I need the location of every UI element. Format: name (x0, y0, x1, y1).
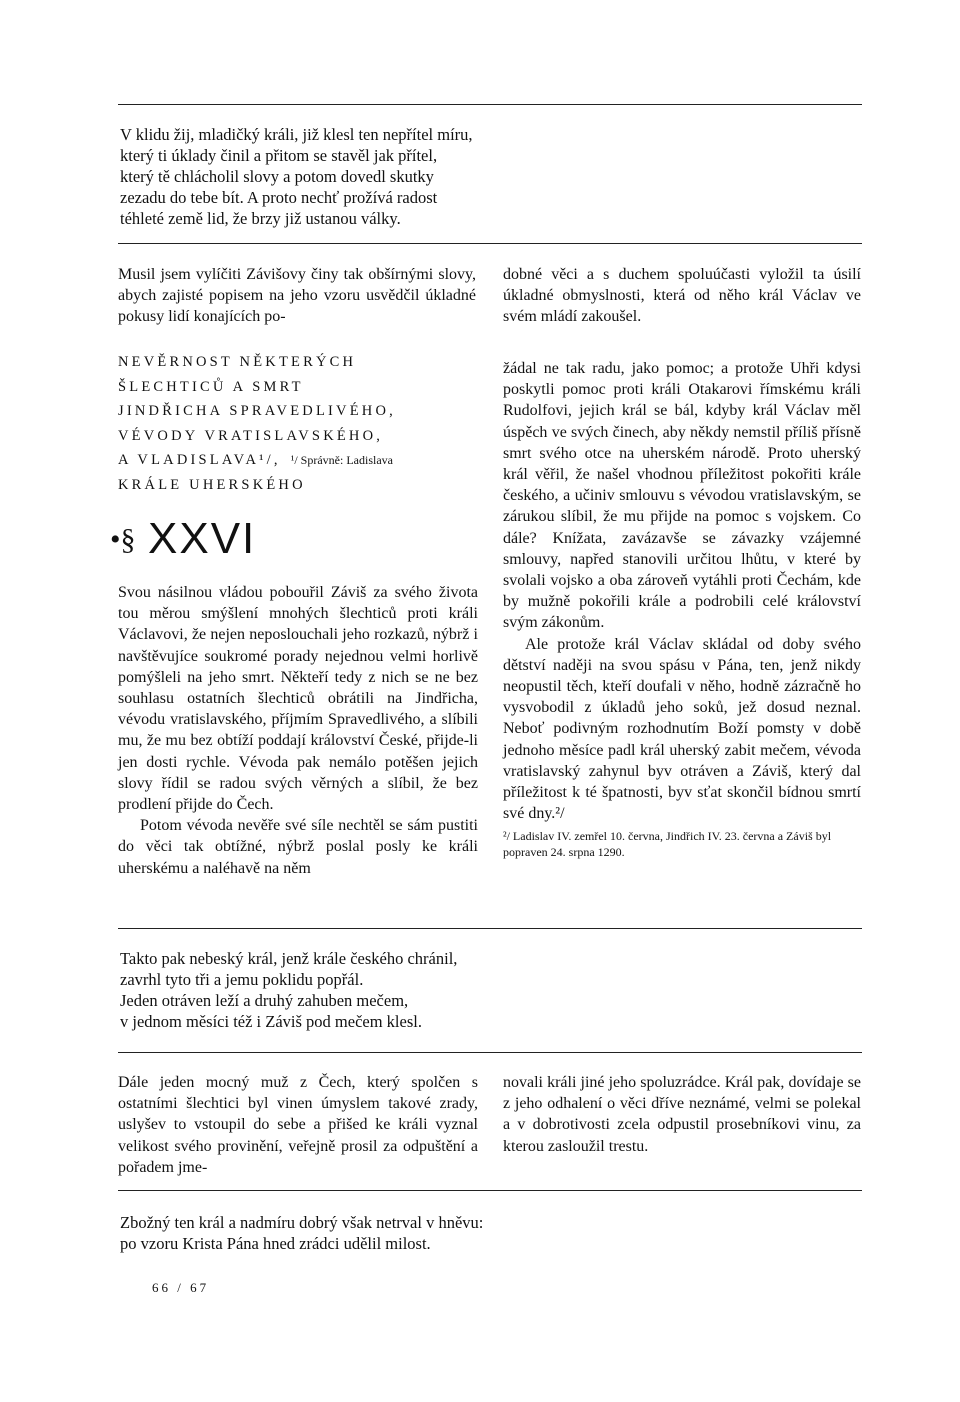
closing-paragraph: Dále jeden mocný muž z Čech, který spolčen s ostatními šlechtici byl vinen úmyslem takové zrady, uslyšev to vstoupil do sebe a přišed ke králi vyznal velikost svého provinění, veřejně prosil za odpuštění a pořadem jme- (118, 1074, 478, 1176)
chapter-number-block (110, 514, 410, 574)
intro-paragraph: Musil jsem vylíčiti Závišovy činy tak obšírnými slovy, abych zajisté popisem na jeho vzoru usvědčil úkladné pokusy lidí konajících po- (118, 266, 476, 326)
heading-line (118, 448, 498, 473)
chapter-heading (118, 350, 498, 498)
intro-right-column (503, 264, 861, 328)
verse-line: který tě chlácholil slovy a potom dovedl skutky (120, 167, 434, 186)
closing-left-column (118, 1072, 478, 1178)
heading-line: KRÁLE UHERSKÉHO (118, 476, 306, 493)
heading-line: NEVĚRNOST NĚKTERÝCH (118, 354, 357, 370)
heading-footnote: ¹/ Správně: Ladislava (290, 453, 393, 468)
verse-line: který ti úklady činil a přitom se stavěl jak přítel, (120, 146, 438, 165)
divider-rule (118, 243, 862, 244)
verse-line: zezadu do tebe bít. A proto nechť prožívá radost (120, 188, 438, 207)
verse-line: v jednom měsíci též i Záviš pod mečem klesl. (120, 1012, 422, 1031)
verse-line: Zbožný ten král a nadmíru dobrý však netrval v hněvu: (120, 1213, 484, 1232)
heading-line: ŠLECHTICŮ A SMRT (118, 378, 304, 395)
divider-rule (118, 1052, 862, 1053)
divider-rule (118, 104, 862, 105)
intro-paragraph: dobné věci a s duchem spoluúčasti vyložil ta úsilí úkladné obmyslnosti, která od něho král Václav ve svém mládí zakoušel. (503, 266, 861, 326)
divider-rule (118, 1190, 862, 1191)
verse-line: po vzoru Krista Pána hned zrádci udělil milost. (120, 1234, 431, 1253)
heading-line: VÉVODY VRATISLAVSKÉHO, (118, 427, 384, 444)
verse-line: téhleté země lid, že brzy již ustanou války. (120, 209, 401, 228)
intro-left-column (118, 264, 476, 328)
body-paragraph: Potom vévoda nevěře své síle nechtěl se sám pustiti do věci tak obtížné, nýbrž poslal posly ke králi uherskému a naléhavě na něm (118, 817, 478, 877)
body-paragraph: Svou násilnou vládou pobouřil Záviš za svého života tou měrou smýšlení mnohých šlechticů proti králi Václavovi, že nejen neposlouchali jeho rozkazů, nýbrž i navštěvujíce soukromé porady nejednou velmi horlivě pomýšleli na jeho smrt. Někteří tedy z nich se ne bez souhlasu ostatních šlechticů obrátili na Jindřicha, vévodu vratislavského, příjmím Spravedlivého, a slíbili mu, že mu bez obtíží poddají království České, přijde-li jen dosti rychle. Vévoda pak nemálo potěšen jejich slovy řídil se radou svých věrných a slíbil, že bez prodlení přijde do Čech. (118, 584, 478, 814)
bottom-verse (120, 1212, 483, 1254)
footnote: ²/ Ladislav IV. zemřel 10. června, Jindřich IV. 23. června a Záviš byl popraven 24. srpna 1290. (503, 829, 832, 860)
body-paragraph: žádal ne tak radu, jako pomoc; a protože Uhři kdysi poskytli pomoc proti králi Otakarovi římskému králi Rudolfovi, jejich král se bál, kdyby král Václav měl úspěch ve svých činech, aby někdy nemstil příliš přísně smrt svého otce na uherském národě. Proto uherský král věřil, že našel vhodnou příležitost pokořiti krále českého, a učiniv smlouvu s vévodou vratislavským, se zárukou slíbil, že mu přijde na pomoc s vojskem. Co dále? Knížata, zavázavše se závazky vzájemné smlouvy, napřed stanovili určitou lhůtu, v které by svolali vojsko a oba zároveň vytáhli proti Čechám, kde by mužně pokořili krále a podrobili celé království svým zákonům. (503, 360, 861, 632)
heading-line-text: A VLADISLAVA¹/, (118, 452, 281, 469)
verse-line: Jeden otráven leží a druhý zahuben mečem, (120, 991, 409, 1010)
body-right-column (503, 358, 861, 860)
verse-line: zavrhl tyto tři a jemu poklidu popřál. (120, 970, 364, 989)
closing-paragraph: novali králi jiné jeho spoluzrádce. Král pak, dovídaje se z jeho odhalení o věci dříve neznámé, velmi se polekal a v dobrotivosti zcela odpustil prosebníkovi vinu, za kterou zasloužil trestu. (503, 1074, 861, 1155)
body-paragraph: Ale protože král Václav skládal od doby svého dětství naději na svou spásu v Pána, ten, jenž nikdy neopustil těch, kteří doufali v něho, hodně zázračně ho vysvobodil z úkladů jeho soků, jež dosud neznal. Neboť podivným rozhodnutím Boží pomsty v době jednoho měsíce padl král uherský zabit mečem, vévoda vratislavský zahynul byv otráven a Záviš, který dal příležitost k té špatnosti, byv sťat skončil bídnou smrtí své dny.²/ (503, 635, 861, 823)
page-number: 66 / 67 (152, 1280, 210, 1295)
verse-line: V klidu žij, mladičký králi, již klesl ten nepřítel míru, (120, 125, 473, 144)
top-verse (120, 124, 473, 229)
middle-verse (120, 948, 457, 1032)
ornament-icon: •§ (110, 523, 136, 556)
body-left-column (118, 582, 478, 879)
chapter-number: XXVI (148, 514, 257, 563)
verse-line: Takto pak nebeský král, jenž krále českého chránil, (120, 949, 458, 968)
heading-line: JINDŘICHA SPRAVEDLIVÉHO, (118, 403, 396, 420)
closing-right-column (503, 1072, 861, 1157)
divider-rule (118, 928, 862, 929)
